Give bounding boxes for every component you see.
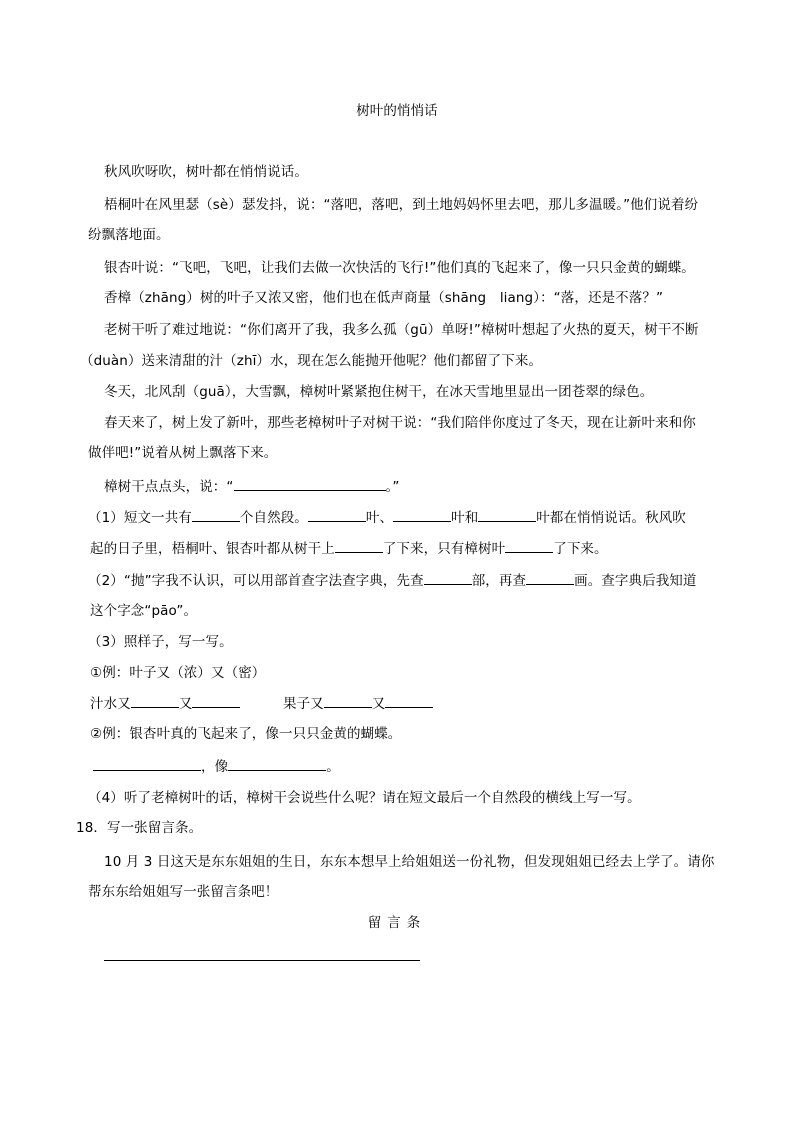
question-1-line-2 xyxy=(90,538,608,559)
q3-w1-text-a: 汁水又 xyxy=(90,696,131,712)
question-1-line-1 xyxy=(88,507,686,528)
question-2-line-2: 这个字念“pāo”。 xyxy=(90,603,198,619)
answer-blank-fell[interactable] xyxy=(335,538,383,553)
answer-blank-tree-speech[interactable] xyxy=(234,476,386,491)
q1-text-e: 叶都在悄悄说话。秋风吹 xyxy=(536,510,686,526)
passage-title: 树叶的悄悄话 xyxy=(356,103,438,119)
q2-text-a: （2）“抛”字我不认识，可以用部首查字法查字典，先查 xyxy=(88,573,424,589)
q3-w1-text-b: 又 xyxy=(178,696,193,712)
answer-blank-paragraph-count[interactable] xyxy=(192,507,240,522)
paragraph-2-line-2: 纷飘落地面。 xyxy=(88,227,170,243)
answer-blank-leaf-3[interactable] xyxy=(478,507,536,522)
q1-text-a: （1）短文一共有 xyxy=(88,510,192,526)
question-2-line-1 xyxy=(88,570,697,591)
answer-blank-leaf-2[interactable] xyxy=(393,507,451,522)
question-3-write-2 xyxy=(283,693,433,714)
question-3-example-2: ②例：银杏叶真的飞起来了，像一只只金黄的蝴蝶。 xyxy=(90,726,402,742)
q3-w3-text-b: 。 xyxy=(326,759,340,775)
q3-w3-text-a: ，像 xyxy=(201,759,229,775)
note-writing-line[interactable] xyxy=(104,960,420,961)
paragraph-1: 秋风吹呀吹，树叶都在悄悄说话。 xyxy=(104,164,308,180)
answer-blank-leaf-1[interactable] xyxy=(308,507,366,522)
question-18-prompt-line-1: 10 月 3 日这天是东东姐姐的生日，东东本想早上给姐姐送一份礼物，但发现姐姐已经去上学了。请你 xyxy=(104,854,715,870)
question-3-example-1: ①例：叶子又（浓）又（密） xyxy=(90,665,266,681)
question-18-heading: 18．写一张留言条。 xyxy=(76,820,203,836)
paragraph-2-line-1: 梧桐叶在风里瑟（sè）瑟发抖，说：“落吧，落吧，到土地妈妈怀里去吧，那儿多温暖。”他们说着纷 xyxy=(104,197,699,213)
q1-text-c: 叶、 xyxy=(365,510,394,526)
question-3-title: （3）照样子，写一写。 xyxy=(88,634,233,650)
question-3-write-1 xyxy=(90,693,240,714)
paragraph-8 xyxy=(104,476,399,497)
paragraph-5-line-2: （duàn）送来清甜的汁（zhī）水，现在怎么能抛开他呢？他们都留了下来。 xyxy=(80,353,543,369)
paragraph-5-line-1: 老树干听了难过地说：“你们离开了我，我多么孤（gū）单呀!”樟树叶想起了火热的夏天，树干不断 xyxy=(104,322,699,338)
q2-text-b: 部，再查 xyxy=(471,573,527,589)
question-18-prompt-line-2: 帮东东给姐姐写一张留言条吧！ xyxy=(88,884,279,900)
q3-w2-text-a: 果子又 xyxy=(283,696,324,712)
answer-blank-strokes[interactable] xyxy=(526,570,574,585)
q1-text-d: 叶和 xyxy=(451,510,479,526)
answer-blank-juice-1[interactable] xyxy=(131,693,179,708)
answer-blank-fruit-2[interactable] xyxy=(385,693,433,708)
note-title: 留言条 xyxy=(367,915,427,931)
q2-text-c: 画。查字典后我知道 xyxy=(574,573,697,589)
question-4: （4）听了老樟树叶的话，樟树干会说些什么呢？请在短文最后一个自然段的横线上写一写。 xyxy=(88,790,641,806)
q1-text-g: 了下来，只有樟树叶 xyxy=(382,541,506,557)
q3-w2-text-b: 又 xyxy=(371,696,386,712)
paragraph-3: 银杏叶说：“飞吧，飞吧，让我们去做一次快活的飞行!”他们真的飞起来了，像一只只金黄的蝴蝶。 xyxy=(104,260,695,276)
answer-blank-simile-object[interactable] xyxy=(228,756,326,771)
paragraph-7-line-1: 春天来了，树上发了新叶，那些老樟树叶子对树干说：“我们陪伴你度过了冬天，现在让新叶来和你 xyxy=(104,415,696,431)
answer-blank-juice-2[interactable] xyxy=(192,693,240,708)
paragraph-8-prefix: 樟树干点点头，说：“ xyxy=(104,479,234,495)
q1-text-b: 个自然段。 xyxy=(239,510,308,526)
answer-blank-radical[interactable] xyxy=(424,570,472,585)
paragraph-4: 香樟（zhāng）树的叶子又浓又密，他们也在低声商量（shāng liang）：“落，还是不落？” xyxy=(104,290,664,306)
answer-blank-fruit-1[interactable] xyxy=(324,693,372,708)
q1-text-h: 了下来。 xyxy=(553,541,608,557)
paragraph-8-suffix: 。” xyxy=(385,479,400,495)
q1-text-f: 起的日子里，梧桐叶、银杏叶都从树干上 xyxy=(90,541,335,557)
paragraph-7-line-2: 做伴吧!”说着从树上飘落下来。 xyxy=(88,445,278,461)
answer-blank-stayed[interactable] xyxy=(505,538,553,553)
paragraph-6: 冬天，北风刮（guā），大雪飘，樟树叶紧紧抱住树干，在冰天雪地里显出一团苍翠的绿色。 xyxy=(104,384,654,400)
question-3-write-3 xyxy=(93,756,340,777)
answer-blank-simile-subject[interactable] xyxy=(93,756,201,771)
